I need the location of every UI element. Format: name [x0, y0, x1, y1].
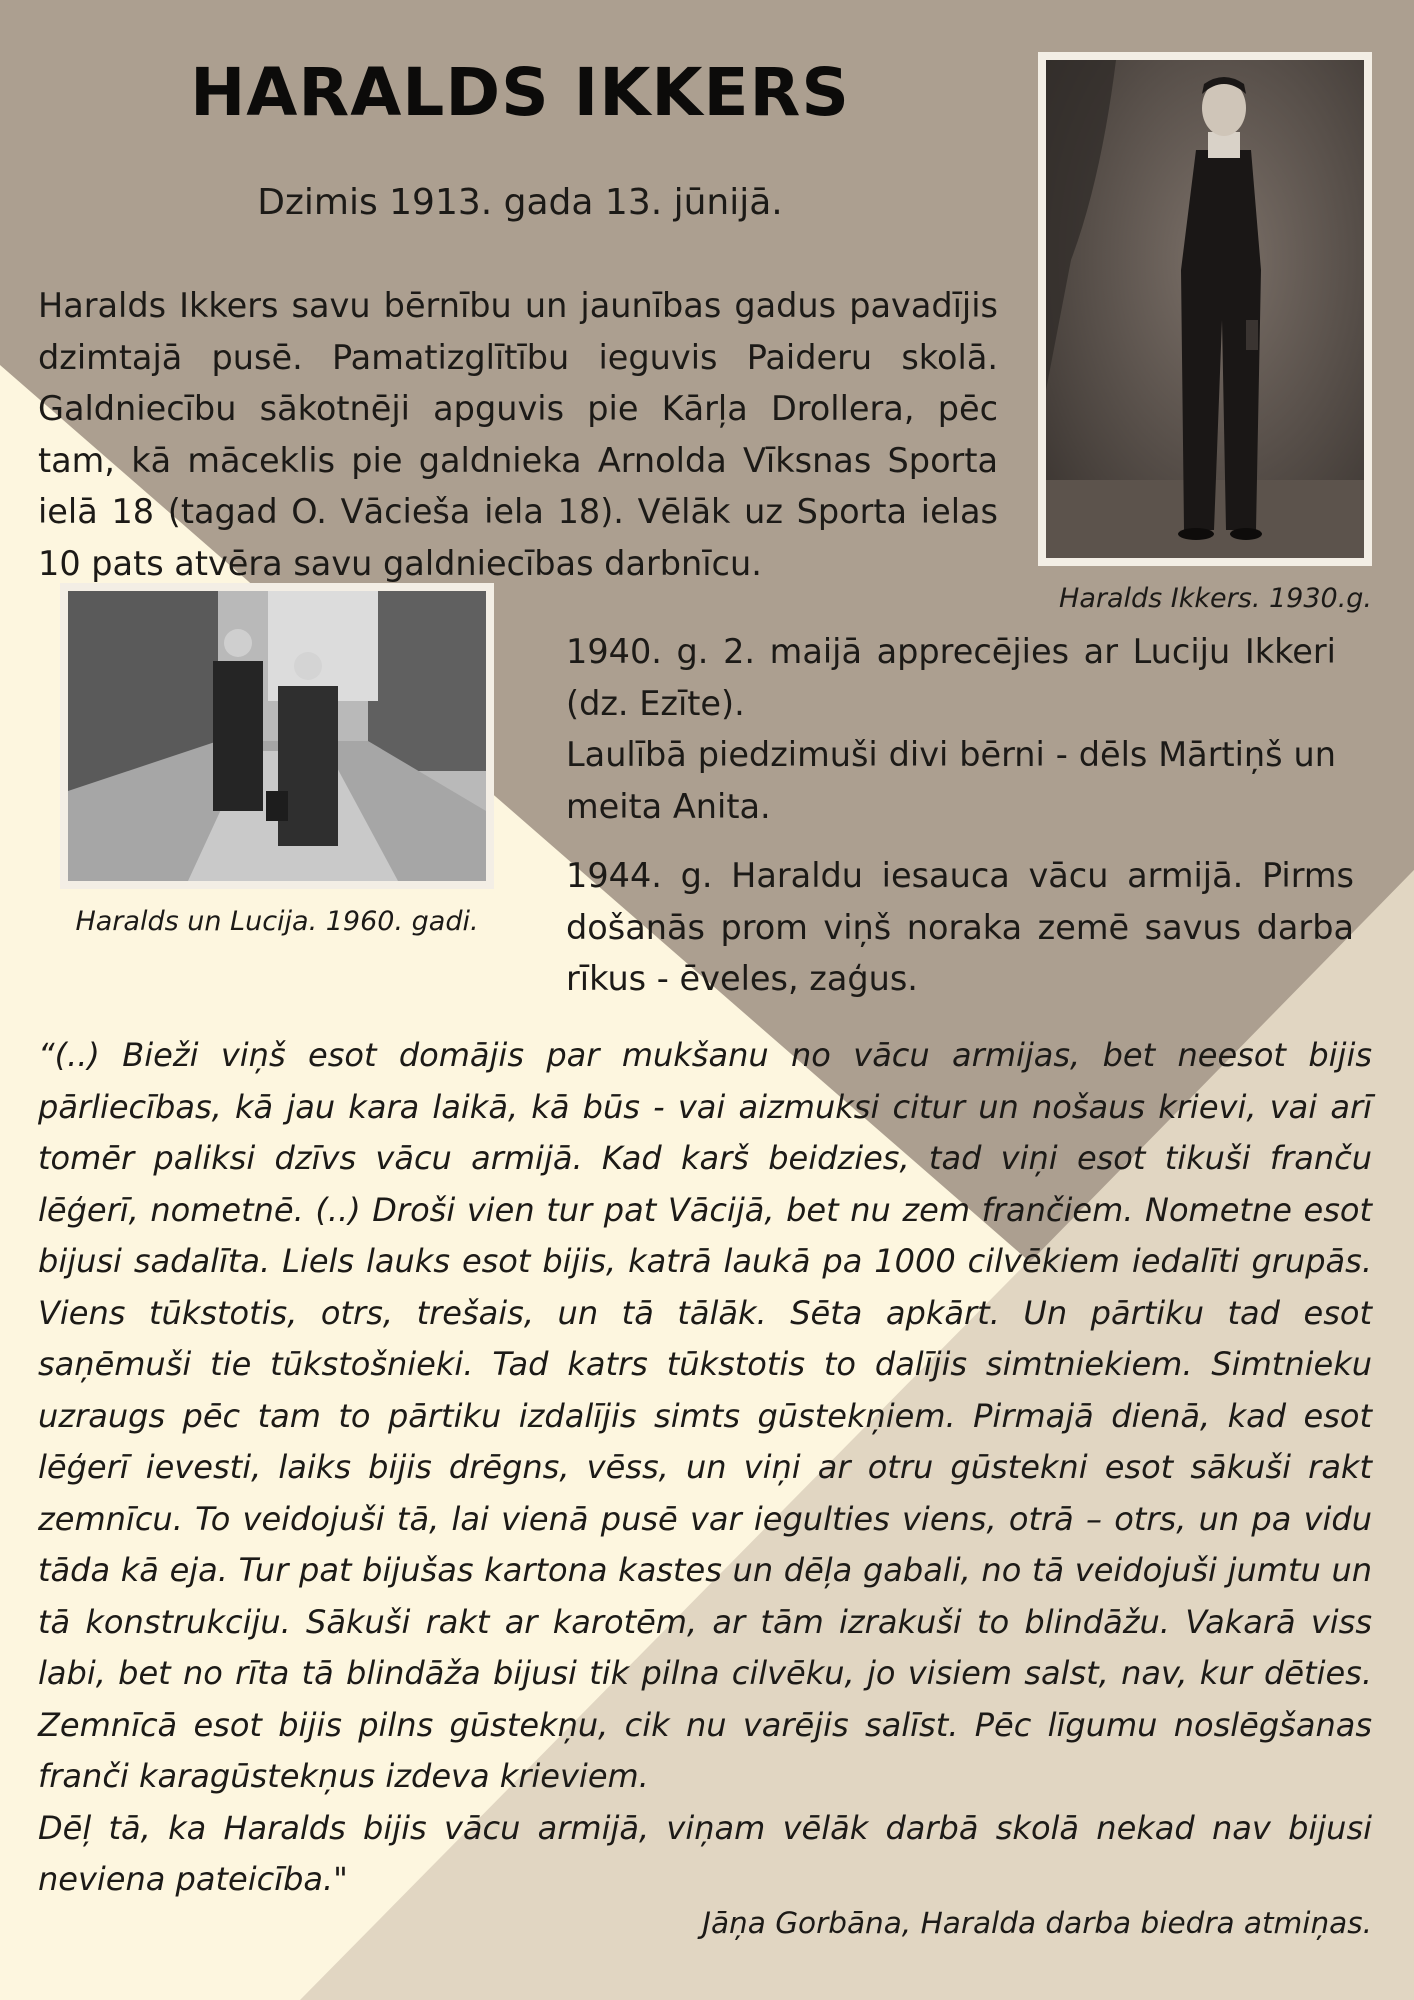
marriage-section: [566, 626, 1336, 832]
quote-ending-text: Dēļ tā, ka Haralds bijis vācu armijā, viņam vēlāk darbā skolā nekad nav bijusi neviena pateicība.": [38, 1808, 1372, 1898]
memoir-quote: [38, 1030, 1372, 1906]
children-text: Laulībā piedzimuši divi bērni - dēls Mārtiņš un meita Anita.: [566, 735, 1336, 826]
quote-source: Jāņa Gorbāna, Haralda darba biedra atmiņas.: [702, 1906, 1372, 1940]
portrait-photo: [1038, 52, 1372, 566]
army-paragraph: 1944. g. Haraldu iesauca vācu armijā. Pirms došanās prom viņš noraka zemē savus darba rīkus - ēveles, zaģus.: [566, 856, 1354, 998]
portrait-caption: Haralds Ikkers. 1930.g.: [1059, 583, 1372, 614]
birth-date: Dzimis 1913. gada 13. jūnijā.: [257, 182, 783, 223]
quote-main-text: “(..) Bieži viņš esot domājis par mukšanu no vācu armijas, bet neesot bijis pārliecības, kā jau kara laikā, kā būs - vai aizmuksi citur un nošaus krievi, vai arī tomēr paliksi dzīvs vācu armijā. Kad karš beidzies, tad viņi esot tikuši franču lēģerī, nometnē. (..) Droši vien tur pat Vācijā, bet nu zem frančiem. Nometne esot bijusi sadalīta. Liels lauks esot bijis, katrā laukā pa 1000 cilvēkiem iedalīti grupās. Viens tūkstotis, otrs, trešais, un tā tālāk. Sēta apkārt. Un pārtiku tad esot saņēmuši tie tūkstošnieki. Tad katrs tūkstotis to dalījis simtniekiem. Simtnieku uzraugs pēc tam to pārtiku izdalījis simts gūstekņiem. Pirmajā dienā, kad esot lēģerī ievesti, laiks bijis drēgns, vēss, un viņi ar otru gūstekni esot sākuši rakt zemnīcu. To veidojuši tā, lai vienā pusē var iegulties viens, otrā – otrs, un pa vidu tāda kā eja. Tur pat bijušas kartona kastes un dēļa gabali, no tā veidojuši jumtu un tā konstrukciju. Sākuši rakt ar karotēm, ar tām izrakuši to blindāžu. Vakarā viss labi, bet no rīta tā blindāža bijusi tik pilna cilvēku, jo visiem salst, nav, kur dēties. Zemnīcā esot bijis pilns gūstekņu, cik nu varējis salīst. Pēc līgumu noslēgšanas franči karagūstekņus izdeva krieviem.: [38, 1036, 1372, 1795]
page-title: HARALDS IKKERS: [190, 54, 850, 131]
couple-caption: Haralds un Lucija. 1960. gadi.: [75, 906, 479, 937]
marriage-text: 1940. g. 2. maijā apprecējies ar Luciju Ikkeri (dz. Ezīte).: [566, 632, 1336, 723]
couple-photo: [60, 583, 494, 889]
biography-paragraph: Haralds Ikkers savu bērnību un jaunības gadus pavadījis dzimtajā pusē. Pamatizglītību ieguvis Paideru skolā. Galdniecību sākotnēji apguvis pie Kārļa Drollera, pēc tam, kā māceklis pie galdnieka Arnolda Vīksnas Sporta ielā 18 (tagad O. Vācieša iela 18). Vēlāk uz Sporta ielas 10 pats atvēra savu galdniecības darbnīcu.: [38, 286, 998, 583]
